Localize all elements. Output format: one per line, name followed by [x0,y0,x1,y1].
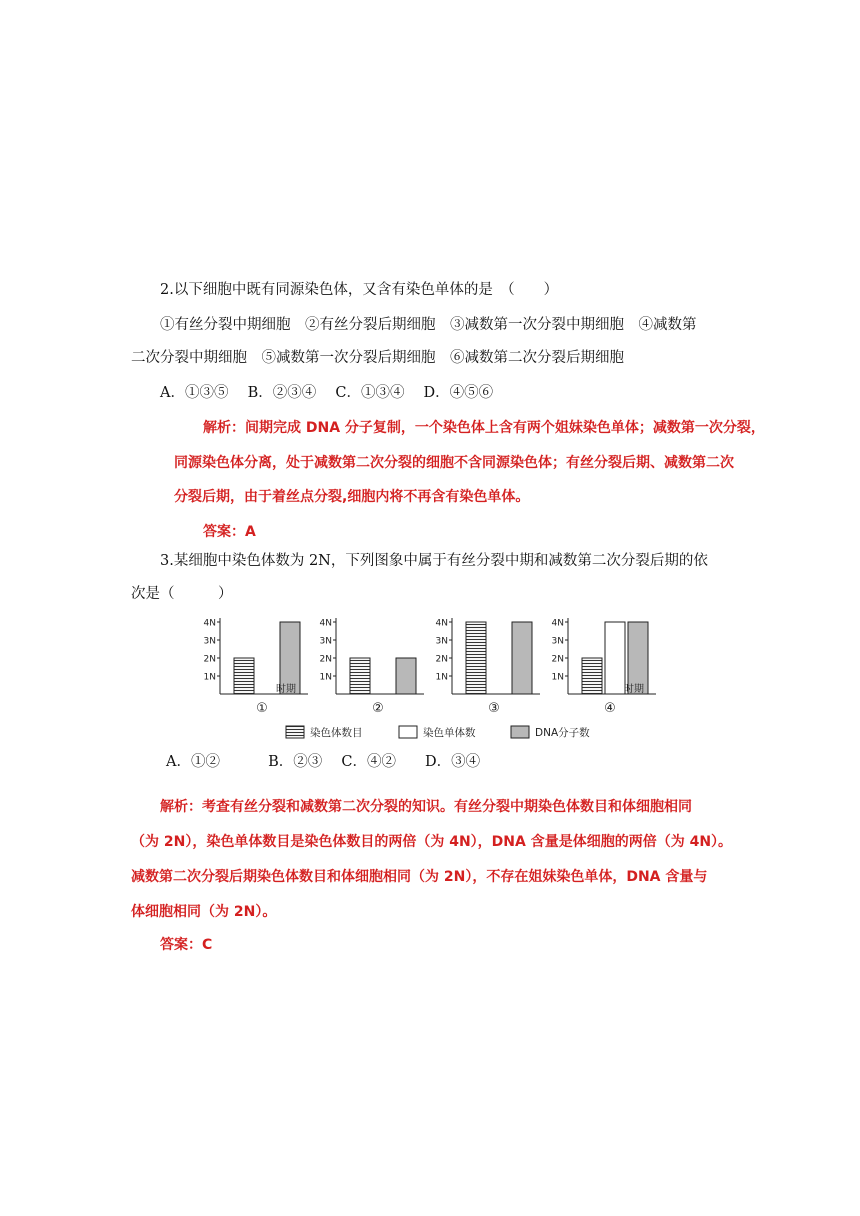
x-axis-label: 时期 [276,684,296,695]
y-tick-label: 2N [435,654,448,665]
legend-label: 染色单体数 [423,727,476,739]
q2-analysis-line: 解析：间期完成 DNA 分子复制，一个染色体上含有两个姐妹染色单体；减数第一次分裂， [203,420,765,436]
panel-label: ① [256,701,268,716]
legend-item [286,726,363,739]
y-tick-label: 4N [435,618,448,629]
bar-chromosomes [350,658,370,694]
panel-label: ② [372,701,384,716]
legend-item [511,726,590,739]
bar-chart-figure [196,608,676,758]
chart-panel [436,618,540,716]
panel-label: ③ [488,701,500,716]
q2-stem: 2.以下细胞中既有同源染色体，又含有染色单体的是 （ ） [160,282,559,298]
y-tick-label: 2N [551,654,564,665]
bar-chromosomes [234,658,254,694]
legend-item [399,726,476,739]
q2-options-line1: ①有丝分裂中期细胞 ②有丝分裂后期细胞 ③减数第一次分裂中期细胞 ④减数第 [160,317,697,333]
q2-answer: 答案：A [203,524,256,540]
q3-analysis-line: 减数第二次分裂后期染色体数目和体细胞相同（为 2N），不存在姐妹染色单体，DNA 含量与 [131,869,708,885]
q3-answer: 答案：C [160,937,213,953]
bar-chromosomes [466,622,486,694]
x-axis-label: 时期 [624,684,644,695]
q3-analysis-line: 解析：考查有丝分裂和减数第二次分裂的知识。有丝分裂中期染色体数目和体细胞相同 [160,799,692,815]
chart-panel [204,618,308,716]
y-tick-label: 4N [203,618,216,629]
q2-analysis-line: 同源染色体分离，处于减数第二次分裂的细胞不含同源染色体；有丝分裂后期、减数第二次 [174,455,734,471]
y-tick-label: 1N [319,672,332,683]
y-tick-label: 4N [551,618,564,629]
y-tick-label: 1N [551,672,564,683]
q3-analysis-line: （为 2N），染色单体数目是染色体数目的两倍（为 4N），DNA 含量是体细胞的两倍（为 4N）。 [131,834,733,850]
y-tick-label: 3N [551,636,564,647]
panel-label: ④ [604,701,616,716]
y-tick-label: 2N [319,654,332,665]
q3-stem-line1: 3.某细胞中染色体数为 2N，下列图象中属于有丝分裂中期和减数第二次分裂后期的依 [160,553,708,569]
q3-stem-line2: 次是（ ） [131,586,233,602]
bar-chromosomes [582,658,602,694]
chart-panel [320,618,424,716]
legend-label: DNA分子数 [535,727,590,739]
y-tick-label: 1N [435,672,448,683]
q2-analysis-line: 分裂后期，由于着丝点分裂,细胞内将不再含有染色单体。 [174,489,530,505]
bar-chromatids [605,622,625,694]
q3-choices: A．①② B．②③ C．④② D．③④ [166,754,481,770]
chart-panel [552,618,656,716]
q2-choices: A．①③⑤ B．②③④ C．①③④ D．④⑤⑥ [160,385,494,401]
y-tick-label: 2N [203,654,216,665]
bar-dna [512,622,532,694]
y-tick-label: 1N [203,672,216,683]
y-tick-label: 3N [203,636,216,647]
bar-dna [396,658,416,694]
legend-label: 染色体数目 [310,727,363,739]
legend-swatch-chromosomes [286,726,304,738]
y-tick-label: 4N [319,618,332,629]
legend-swatch-chromatids [399,726,417,738]
y-tick-label: 3N [319,636,332,647]
q3-analysis-line: 体细胞相同（为 2N）。 [131,904,277,920]
q2-options-line2: 二次分裂中期细胞 ⑤减数第一次分裂后期细胞 ⑥减数第二次分裂后期细胞 [131,350,624,366]
y-tick-label: 3N [435,636,448,647]
legend-swatch-dna [511,726,529,738]
